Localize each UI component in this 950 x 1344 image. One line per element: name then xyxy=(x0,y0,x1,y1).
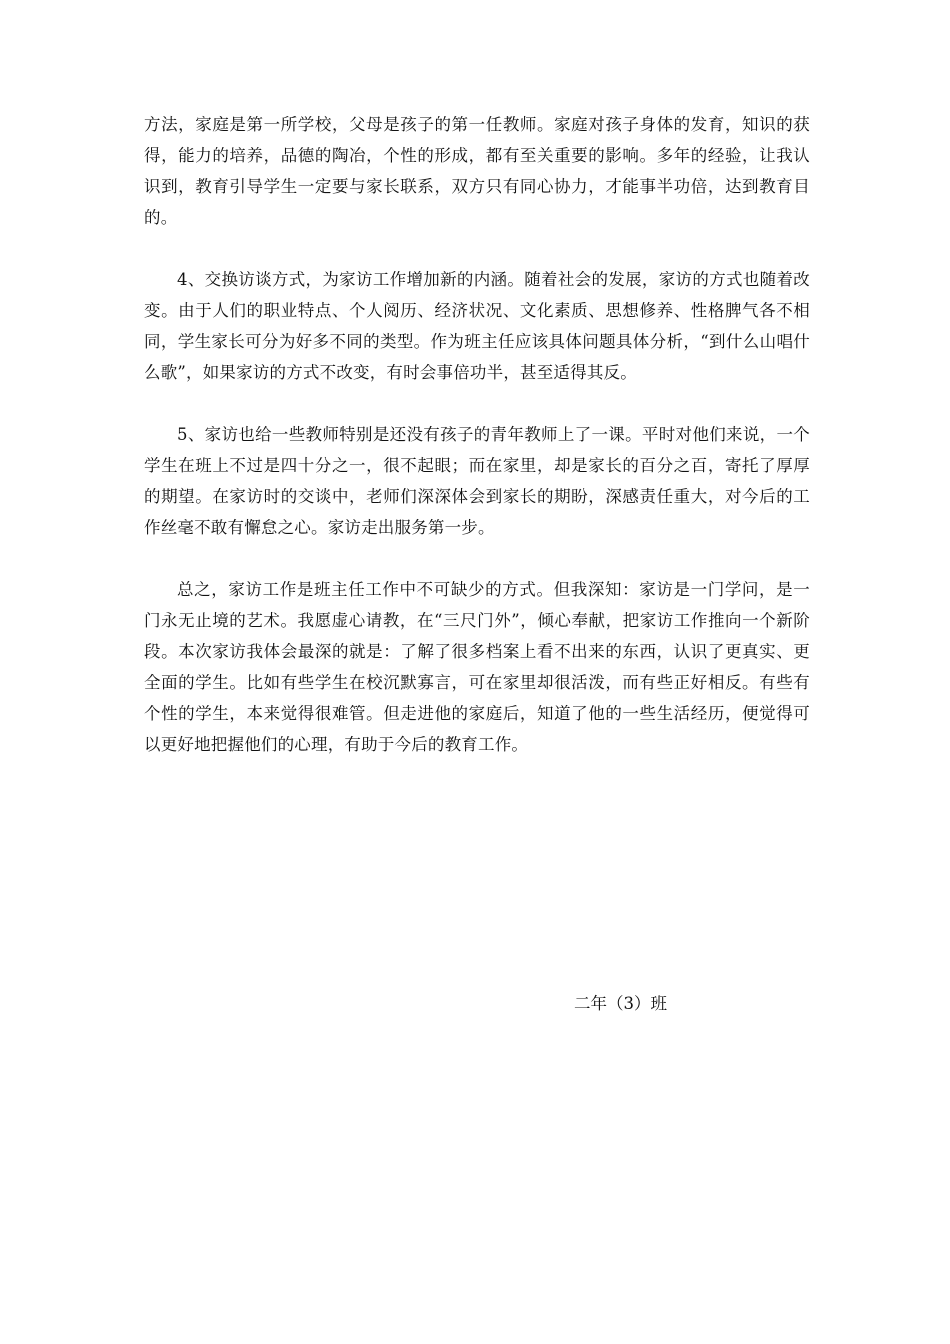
paragraph-point-4: 4、交换访谈方式，为家访工作增加新的内涵。随着社会的发展，家访的方式也随着改变。由于人们的职业特点、个人阅历、经济状况、文化素质、思想修养、性格脾气各不相同，学生家长可分为好多不同的类型。作为班主任应该具体问题具体分析，“到什么山唱什么歌”，如果家访的方式不改变，有时会事倍功半，甚至适得其反。 xyxy=(144,270,810,382)
paragraph-conclusion: 总之，家访工作是班主任工作中不可缺少的方式。但我深知：家访是一门学问，是一门永无止境的艺术。我愿虚心请教，在“三尺门外”，倾心奉献，把家访工作推向一个新阶段。本次家访我体会最深的就是：了解了很多档案上看不出来的东西，认识了更真实、更全面的学生。比如有些学生在校沉默寡言，可在家里却很活泼，而有些正好相反。有些有个性的学生，本来觉得很难管。但走进他的家庭后，知道了他的一些生活经历，便觉得可以更好地把握他们的心理，有助于今后的教育工作。 xyxy=(144,580,810,754)
paragraph-continuation: 方法，家庭是第一所学校，父母是孩子的第一任教师。家庭对孩子身体的发育，知识的获得，能力的培养，品德的陶冶，个性的形成，都有至关重要的影响。多年的经验，让我认识到，教育引导学生一定要与家长联系，双方只有同心协力，才能事半功倍，达到教育目的。 xyxy=(144,115,810,227)
paragraph-point-5: 5、家访也给一些教师特别是还没有孩子的青年教师上了一课。平时对他们来说，一个学生在班上不过是四十分之一，很不起眼；而在家里，却是家长的百分之百，寄托了厚厚的期望。在家访时的交谈中，老师们深深体会到家长的期盼，深感责任重大，对今后的工作丝毫不敢有懈怠之心。家访走出服务第一步。 xyxy=(144,425,810,537)
document-body xyxy=(144,109,810,791)
class-signature: 二年（3）班 xyxy=(574,994,667,1013)
